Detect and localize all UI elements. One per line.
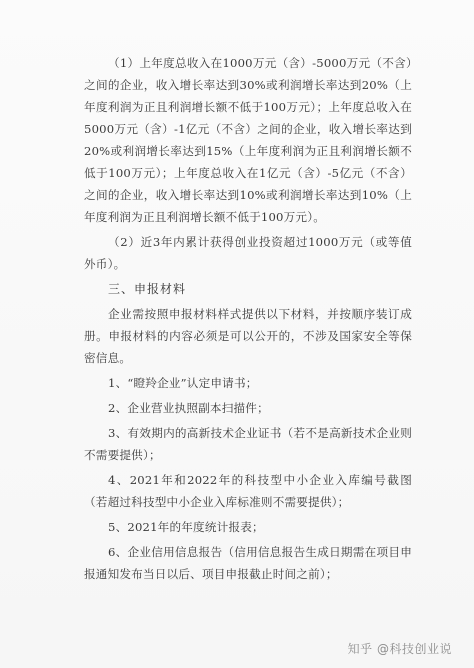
material-item-4: 4、2021年和2022年的科技型中小企业入库编号截图（若超过科技型中小企业入库标准则不需要提供）； <box>84 473 412 509</box>
material-item-5: 5、2021年的年度统计报表； <box>108 520 264 534</box>
material-item-1: 1、“瞪羚企业”认定申请书； <box>108 376 258 390</box>
document-body <box>84 52 412 585</box>
section-title: 三、申报材料 <box>108 282 187 296</box>
materials-intro: 企业需按照申报材料样式提供以下材料，并按顺序装订成册。申报材料的内容必须是可以公开的，不涉及国家安全等保密信息。 <box>84 307 412 365</box>
material-item-3: 3、有效期内的高新技术企业证书（若不是高新技术企业则不需要提供）； <box>84 426 412 462</box>
material-item-6: 6、企业信用信息报告（信用信息报告生成日期需在项目申报通知发布当日以后、项目申报截止时间之前）； <box>84 545 412 581</box>
zhihu-watermark: 知乎 @科技创业说 <box>347 642 452 656</box>
material-item-2: 2、企业营业执照副本扫描件； <box>108 401 269 415</box>
criteria-paragraph-2: （2）近3年内累计获得创业投资超过1000万元（或等值外币）。 <box>84 235 412 271</box>
criteria-paragraph-1: （1）上年度总收入在1000万元（含）-5000万元（不含）之间的企业，收入增长率达到30%或利润增长率达到20%（上年度利润为正且利润增长额不低于100万元）；上年度总收入在5000万元（含）-1亿元（不含）之间的企业，收入增长率达到20%或利润增长率达到15%（上年度利润为正且利润增长额不低于100万元）；上年度总收入在1亿元（含）-5亿元（不含）之间的企业，收入增长率达到10%或利润增长率达到10%（上年度利润为正且利润增长额不低于100万元）。 <box>84 56 412 224</box>
